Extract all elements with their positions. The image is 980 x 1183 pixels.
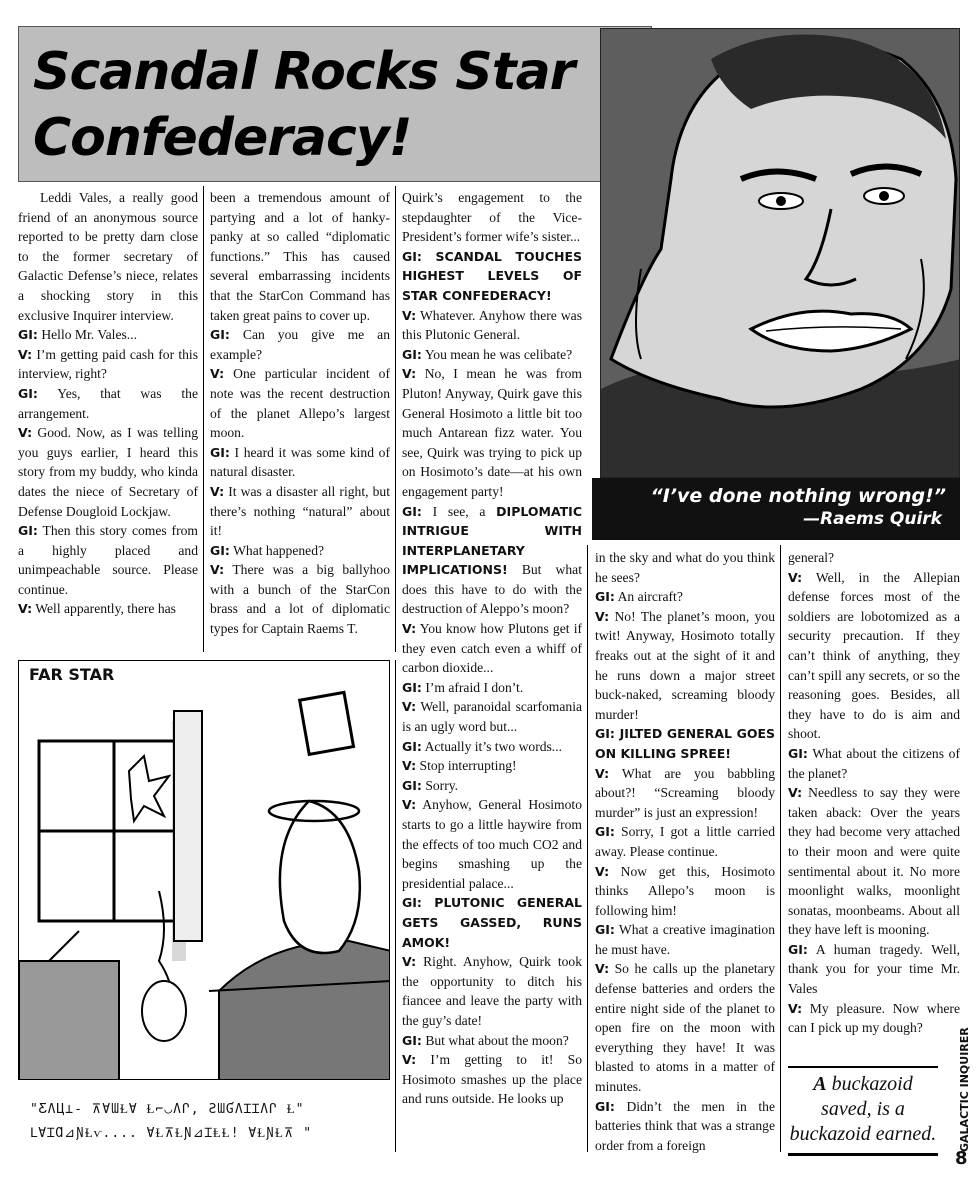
pullquote-lead: A [813, 1073, 827, 1095]
paragraph [595, 862, 775, 921]
speaker-label: GI: [402, 738, 422, 754]
speaker-label: GI: [402, 346, 422, 362]
paragraph-text: No, I mean he was from Pluton! Anyway, Quirk gave this General Hosimoto a little bit too much Antarean fizz water. You see, Quirk was trying to pick up on Hosimoto’s date—at his own engagement party! [402, 366, 582, 499]
far-star-comic [18, 660, 390, 1080]
paragraph [402, 188, 582, 247]
paragraph [595, 548, 775, 587]
paragraph-text: Now get this, Hosimoto thinks Allepo’s moon is following him! [595, 863, 775, 918]
paragraph [595, 959, 775, 1096]
pullquote-rest: buckazoid saved, is a buckazoid earned. [789, 1073, 937, 1145]
article-column-4 [595, 548, 775, 1155]
paragraph-text: A human tragedy. Well, thank you for your time Mr. Vales [788, 941, 960, 997]
paragraph [402, 619, 582, 678]
column-rule [203, 186, 204, 652]
speaker-label: V: [18, 346, 33, 362]
paragraph [210, 188, 390, 325]
comic-title: FAR STAR [29, 665, 115, 684]
paragraph [18, 521, 198, 599]
paragraph-text: I’m getting paid cash for this interview, right? [18, 346, 198, 382]
article-column-1 [18, 188, 198, 619]
speaker-label: GI: [595, 922, 615, 938]
speaker-label: V: [402, 699, 417, 715]
speaker-label: V: [595, 608, 610, 624]
paragraph-text: It was a disaster all right, but there’s nothing “natural” about it! [210, 483, 390, 539]
speaker-label: GI: [595, 589, 615, 605]
speaker-label: V: [788, 569, 803, 585]
speaker-label: GI: [402, 248, 422, 264]
paragraph-text: Then this story comes from a highly placed and unimpeachable source. Please continue. [18, 523, 198, 597]
column-rule [395, 660, 396, 1152]
column-rule [587, 545, 588, 1152]
paragraph-text: Can you give me an example? [210, 327, 390, 362]
paragraph-text: Well apparently, there has [32, 601, 176, 617]
speaker-label: GI: [402, 679, 422, 695]
paragraph [402, 776, 582, 796]
speaker-label: V: [18, 601, 33, 617]
paragraph [210, 443, 390, 482]
paragraph-text: You mean he was celibate? [421, 346, 573, 362]
paragraph [595, 1097, 775, 1156]
paragraph-text: Needless to say they were taken aback: Over the years they had become very attached to their moon and were quite sentimental about it. No more moonlight walks, moonlight sonatas, moonbeams. About all they have left is mooning. [788, 785, 960, 938]
speaker-label: V: [402, 758, 417, 774]
paragraph [18, 345, 198, 384]
paragraph-text: My pleasure. Now where can I pick up my dough? [788, 1000, 960, 1036]
headline-line-1: Scandal Rocks Star [33, 42, 575, 102]
column-rule [395, 186, 396, 652]
paragraph [18, 423, 198, 521]
speaker-label: V: [402, 307, 417, 323]
paragraph-text: I heard it was some kind of natural disaster. [210, 444, 390, 480]
speaker-label: V: [788, 1000, 803, 1016]
paragraph [18, 384, 198, 423]
paragraph-text: I’m afraid I don’t. [421, 679, 524, 695]
article-column-3 [402, 188, 582, 1109]
paragraph-text: Actually it’s two words... [421, 738, 563, 754]
paragraph [402, 678, 582, 698]
paragraph-text: Whatever. Anyhow there was this Plutonic General. [402, 307, 582, 343]
paragraph-text: Stop interrupting! [416, 758, 517, 774]
headline [33, 39, 574, 171]
speaker-label: V: [210, 366, 225, 382]
paragraph-text: general? [788, 550, 835, 565]
comic-caption-line-2: ⅬⱯꞮⱭ⊿ƝⱢⱱ.... ⱯⱢ⊼ⱢƝ⊿ꞮⱠⱢ! ⱯⱢƝⱢ⊼ " [30, 1126, 313, 1141]
paragraph-text: Quirk’s engagement to the stepdaughter of the Vice-President’s former wife’s sister... [402, 190, 582, 245]
paragraph-text: What happened? [229, 542, 325, 558]
paragraph-text: But what about the moon? [421, 1032, 569, 1048]
paragraph [402, 1031, 582, 1051]
speaker-label: V: [402, 797, 417, 813]
speaker-label: GI: [210, 444, 230, 460]
speaker-label: V: [402, 621, 417, 637]
paragraph [18, 188, 198, 325]
headline-line-2: Confederacy! [33, 108, 412, 168]
inline-headline: JILTED GENERAL GOES ON KILLING SPREE! [595, 726, 775, 761]
speaker-label: V: [788, 785, 803, 801]
paragraph [595, 587, 775, 607]
raems-quirk-portrait [600, 28, 960, 478]
paragraph-text: So he calls up the planetary defense batteries and orders the entire night side of the planet to open fire on the moon with everything they have! It was blasted to atoms in a matter of minutes. [595, 961, 775, 1095]
paragraph-text: Sorry, I got a little carried away. Please continue. [595, 824, 775, 859]
paragraph [595, 724, 775, 763]
paragraph [402, 893, 582, 952]
paragraph-text: What about the citizens of the planet? [788, 745, 960, 781]
paragraph [402, 756, 582, 776]
buckazoid-pullquote [788, 1066, 938, 1156]
paragraph-text: What a creative imagination he must have. [595, 922, 775, 957]
paragraph [402, 502, 582, 620]
paragraph [402, 697, 582, 736]
speaker-label: GI: [210, 542, 230, 558]
pull-quote-box [592, 478, 960, 540]
paragraph [595, 764, 775, 823]
speaker-label: V: [402, 954, 417, 970]
paragraph-text: Sorry. [421, 777, 459, 793]
paragraph-text: You know how Plutons get if they even catch even a whiff of carbon dioxide... [402, 621, 582, 676]
inline-headline: DIPLOMATIC INTRIGUE WITH INTERPLANETARY IMPLICATIONS! [402, 503, 582, 578]
paragraph-text: An aircraft? [614, 589, 683, 605]
speaker-label: GI: [595, 726, 615, 742]
paragraph [788, 568, 960, 744]
headline-banner [18, 26, 652, 182]
speaker-label: V: [210, 562, 225, 578]
paragraph [210, 560, 390, 638]
paragraph-text: Well, paranoidal scarfomania is an ugly word but... [402, 699, 582, 735]
paragraph [18, 599, 198, 619]
paragraph [595, 822, 775, 861]
quote-attribution: —Raems Quirk [803, 509, 942, 529]
paragraph-text: I see, a [421, 503, 497, 519]
speaker-label: GI: [18, 385, 38, 401]
paragraph [402, 306, 582, 345]
speaker-label: GI: [402, 777, 422, 793]
speaker-label: GI: [210, 327, 230, 343]
paragraph-text: Well, in the Allepian defense forces most of the soldiers are lobotomized as a security precaution. If they can’t think of anything, they can’t spill any secrets, or so the reasoning goes. Besides, all they have to do is aim and shoot. [788, 569, 960, 742]
paragraph-text: Hello Mr. Vales... [37, 327, 137, 343]
paragraph [402, 737, 582, 757]
speaker-label: V: [402, 366, 417, 382]
paragraph [18, 325, 198, 345]
comic-caption-line-1: "ƸɅЦ⊥- ⊼ⱯƜⱢⱯ Ɫ⌐◡ɅՐ, ƧƜƓɅꞮꞮɅՐ Ɫ" [30, 1102, 305, 1117]
speaker-label: V: [210, 483, 225, 499]
speaker-label: V: [595, 765, 610, 781]
speaker-label: GI: [18, 327, 38, 343]
paragraph-text: Yes, that was the arrangement. [18, 385, 198, 421]
comic-caption [30, 1098, 390, 1146]
paragraph [210, 325, 390, 364]
inline-headline: PLUTONIC GENERAL GETS GASSED, RUNS AMOK! [402, 895, 582, 950]
paragraph-text: What are you babbling about?! “Screaming bloody murder” is just an expression! [595, 765, 775, 820]
paragraph-text: Didn’t the men in the batteries think that was a strange order from a foreign [595, 1098, 775, 1153]
paragraph [210, 364, 390, 442]
paragraph-text: There was a big ballyhoo with a bunch of the StarCon brass and a lot of diplomatic types for Captain Raems T. [210, 562, 390, 637]
inline-headline: SCANDAL TOUCHES HIGHEST LEVELS OF STAR CONFEDERACY! [402, 248, 582, 303]
column-rule [780, 545, 781, 1152]
speaker-label: V: [18, 425, 33, 441]
publication-name: GALACTIC INQUIRER [958, 1027, 971, 1152]
paragraph [402, 345, 582, 365]
article-column-5 [788, 548, 960, 1038]
publication-side-label [940, 1027, 971, 1152]
speaker-label: V: [595, 863, 610, 879]
paragraph-text: One particular incident of note was the recent destruction of the planet Allepo’s largest moon. [210, 366, 390, 441]
article-column-2 [210, 188, 390, 639]
paragraph-text: I’m getting to it! So Hosimoto smashes up the place and runs outside. He looks up [402, 1052, 582, 1107]
paragraph [402, 364, 582, 501]
portrait-illustration [601, 29, 960, 478]
paragraph [788, 999, 960, 1038]
speaker-label: GI: [788, 745, 808, 761]
paragraph [788, 744, 960, 783]
speaker-label: GI: [595, 824, 615, 840]
paragraph [210, 541, 390, 561]
speaker-label: GI: [788, 941, 808, 957]
paragraph-text: Good. Now, as I was telling you guys earlier, I heard this story from my buddy, who kinda dates the niece of Secretary of Defense Dougloid Lockjaw. [18, 425, 198, 519]
page-number: 8 [955, 1148, 968, 1169]
paragraph [402, 1050, 582, 1109]
paragraph [595, 920, 775, 959]
paragraph [788, 548, 960, 568]
paragraph [595, 607, 775, 725]
paragraph [402, 952, 582, 1030]
paragraph-text: Leddi Vales, a really good friend of an anonymous source reported to be pretty darn close to the former secretary of Galactic Defense’s niece, relates a shocking story in this exclusive Inquirer interview. [18, 190, 198, 323]
speaker-label: GI: [402, 1032, 422, 1048]
paragraph-text: But what does this have to do with the destruction of Aleppo’s moon? [402, 562, 582, 617]
speaker-label: GI: [402, 895, 422, 911]
paragraph-text: in the sky and what do you think he sees? [595, 550, 775, 585]
speaker-label: GI: [18, 523, 38, 539]
quote-text: “I’ve done nothing wrong!” [650, 485, 946, 507]
paragraph [788, 940, 960, 999]
paragraph [402, 247, 582, 306]
speaker-label: GI: [402, 503, 422, 519]
paragraph-text: Right. Anyhow, Quirk took the opportunity to ditch his fiancee and leave the party with the guy’s date! [402, 954, 582, 1028]
speaker-label: V: [595, 961, 610, 977]
comic-drawing [19, 661, 390, 1080]
speaker-label: GI: [595, 1098, 615, 1114]
paragraph-text: Anyhow, General Hosimoto starts to go a little haywire from the effects of too much CO2 and begins smashing up the presidential palace... [402, 797, 582, 891]
paragraph [402, 795, 582, 893]
paragraph-text: been a tremendous amount of partying and a lot of hanky-panky at so called “diplomatic functions.” This has caused several embarrassing incidents that the StarCon Command has taken great pains to cover up. [210, 190, 390, 323]
speaker-label: V: [402, 1052, 417, 1068]
paragraph-text: No! The planet’s moon, you twit! Anyway, Hosimoto totally freaks out at the sight of it and he runs down a major street buck-naked, screaming bloody murder! [595, 608, 775, 722]
paragraph [210, 482, 390, 541]
paragraph [788, 783, 960, 940]
